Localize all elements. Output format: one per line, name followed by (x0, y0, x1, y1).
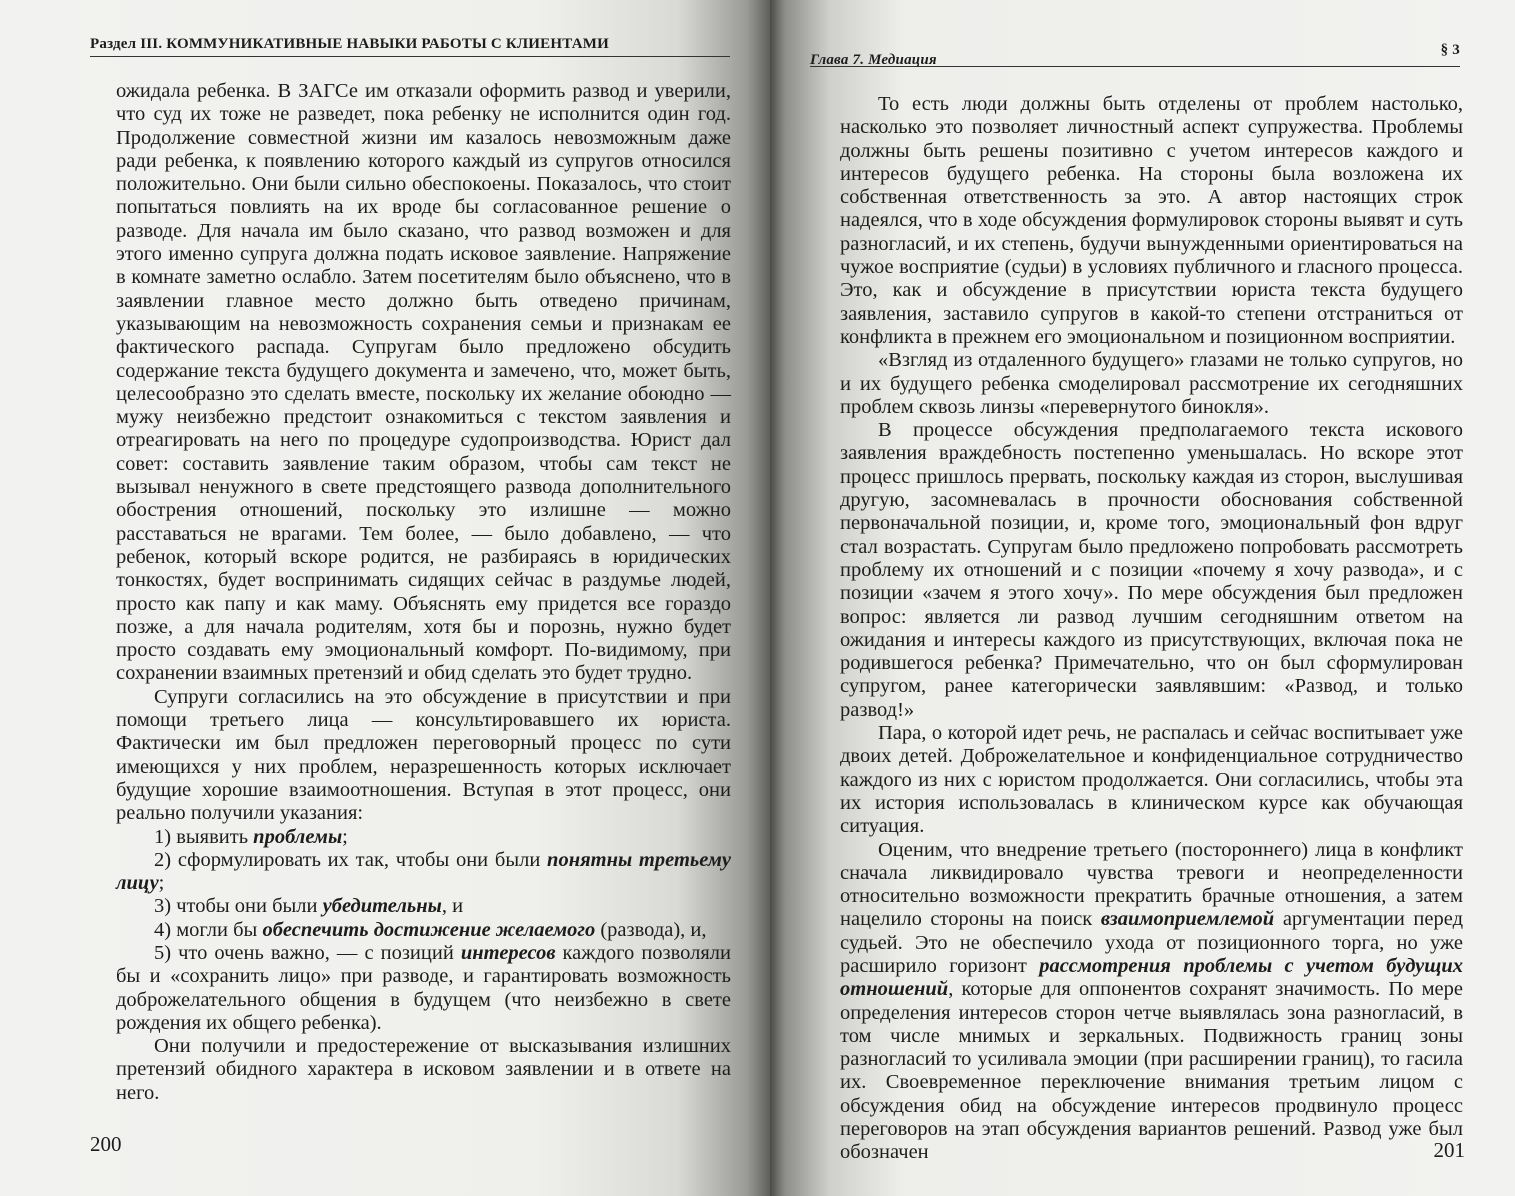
left-page-text (116, 80, 731, 1105)
list-item: 1) выявить проблемы; (154, 825, 348, 848)
list-item: 3) чтобы они были убедительны, и (154, 895, 464, 918)
list-item: 5) что очень важно, — с позиций интересов каждого позволяли бы и «сохранить лицо» при разводе, и гарантировать возможность доброжелательного общения в будущем (что неизбежно в свете рождения их общего ребенка). (116, 941, 732, 1034)
list-item: 4) могли бы обеспечить достижение желаемого (развода), и, (154, 918, 707, 941)
paragraph: То есть люди должны быть отделены от проблем настолько, насколько это позволяет личностный аспект супружества. Проблемы должны быть решены позитивно с учетом интересов каждого и интересов будущего ребенка. На стороны была возложена их собственная ответственность за это. А автор настоящих строк надеялся, что в ходе обсуждения формулировок стороны выявят и суть разногласий, и их степень, будучи вынужденными ориентироваться на чужое восприятие (судьи) в условиях публичного и гласного процесса. Это, как и обсуждение в присутствии юриста текста будущего заявления, заставило супругов в какой-то степени отстраниться от конфликта в прежнем его эмоциональном и позиционном восприятии. (840, 93, 1463, 348)
paragraph: Супруги согласились на это обсуждение в присутствии и при помощи третьего лица — консультировавшего их юриста. Фактически им был предложен переговорный процесс по сути имеющихся у них проблем, неразрешенность которых исключает будущие хорошие взаимоотношения. Вступая в этот процесс, они реально получили указания: (116, 685, 731, 825)
paragraph: ожидала ребенка. В ЗАГСе им отказали оформить развод и уверили, что суд их тоже не разведет, пока ребенку не исполнится один год. Продолжение совместной жизни им казалось невозможным даже ради ребенка, к появлению которого каждый из супругов относился положительно. Они были сильно обеспокоены. Показалось, что стоит попытаться повлиять на их вроде бы согласованное решение о разводе. Для начала им было сказано, что развод возможен и для этого именно супруга должна подать исковое заявление. Напряжение в комнате заметно ослабло. Затем посетителям было объяснено, что в заявлении главное место должно быть отведено причинам, указывающим на невозможность сохранения семьи и признакам ее фактического распада. Супругам было предложено обсудить содержание текста будущего документа и замечено, что, может быть, целесообразно это сделать вместе, поскольку их желание обоюдно — мужу неизбежно предстоит ознакомиться с текстом заявления и отреагировать на него по процедуре судопроизводства. Юрист дал совет: составить заявление таким образом, чтобы сам текст не вызывал ненужного в свете предстоящего развода дополнительного обострения отношений, поскольку это излишне — можно расставаться не врагами. Тем более, — было добавлено, — что ребенок, который вскоре родится, не разбираясь в юридических тонкостях, будет воспринимать сидящих сейчас в раздумье людей, просто как папу и как маму. Объяснять ему придется все гораздо позже, а для начала родителям, хотя бы и порознь, нужно будет просто создавать ему эмоциональный комфорт. По-видимому, при сохранении взаимных претензий и обид сделать это будет трудно. (116, 80, 731, 685)
page-number-right: 201 (1433, 1138, 1465, 1162)
running-head-section: § 3 (1440, 42, 1460, 58)
running-head-left: Раздел III. КОММУНИКАТИВНЫЕ НАВЫКИ РАБОТЫ С КЛИЕНТАМИ (90, 36, 730, 57)
list-item: 2) сформулировать их так, чтобы они были понятны третьему лицу; (116, 848, 731, 895)
header-rule (810, 66, 1460, 67)
right-page-text (840, 93, 1463, 1165)
running-head-chapter: Глава 7. Медиация (810, 52, 937, 68)
paragraph: Они получили и предостережение от высказывания излишних претензий обидного характера в исковом заявлении и в ответе на него. (116, 1035, 731, 1104)
paragraph: Пара, о которой идет речь, не распалась и сейчас воспитывает уже двоих детей. Доброжелательное и конфиденциальное сотрудничество каждого из них с юристом продолжается. Они согласились, чтобы эта их история использовалась в клиническом курсе как обучающая ситуация. (840, 722, 1463, 838)
right-page (770, 0, 1515, 1196)
paragraph: «Взгляд из отдаленного будущего» глазами не только супругов, но и их будущего ребенка смоделировал рассмотрение их сегодняшних проблем сквозь линзы «перевернутого бинокля». (840, 349, 1463, 418)
paragraph: Оценим, что внедрение третьего (постороннего) лица в конфликт сначала ликвидировало чувства тревоги и неопределенности относительно возможности прекратить брачные отношения, а затем нацелило стороны на поиск взаимоприемлемой аргументации перед судьей. Это не обеспечило ухода от позиционного торга, но уже расширило горизонт рассмотрения проблемы с учетом будущих отношений, которые для оппонентов сохранят значимость. По мере определения интересов сторон четче выявлялась зона разногласий, в том числе мнимых и зеркальных. Подвижность границ зоны разногласий то усиливала эмоции (при расширении границ), то гасила их. Своевременное переключение внимания третьим лицом с обсуждения обид на обсуждение интересов продвинуло процесс переговоров на этап обсуждения вариантов решений. Развод уже был обозначен (840, 838, 1464, 1164)
paragraph: В процессе обсуждения предполагаемого текста искового заявления враждебность постепенно уменьшалась. Но вскоре этот процесс пришлось прервать, поскольку каждая из сторон, выслушивая другую, засомневалась в прочности обоснования собственной первоначальной позиции, и, кроме того, эмоциональный фон вдруг стал возрастать. Супругам было предложено попробовать рассмотреть проблему их отношений и с позиции «почему я хочу развода», и с позиции «зачем я этого хочу». По мере обсуждения был предложен вопрос: является ли развод лучшим сегодняшним ответом на ожидания и интересы каждого из присутствующих, включая пока не родившегося ребенка? Примечательно, что он был сформулирован супругом, ранее категорически заявлявшим: «Развод, и только развод!» (840, 419, 1463, 721)
page-number-left: 200 (90, 1132, 122, 1156)
